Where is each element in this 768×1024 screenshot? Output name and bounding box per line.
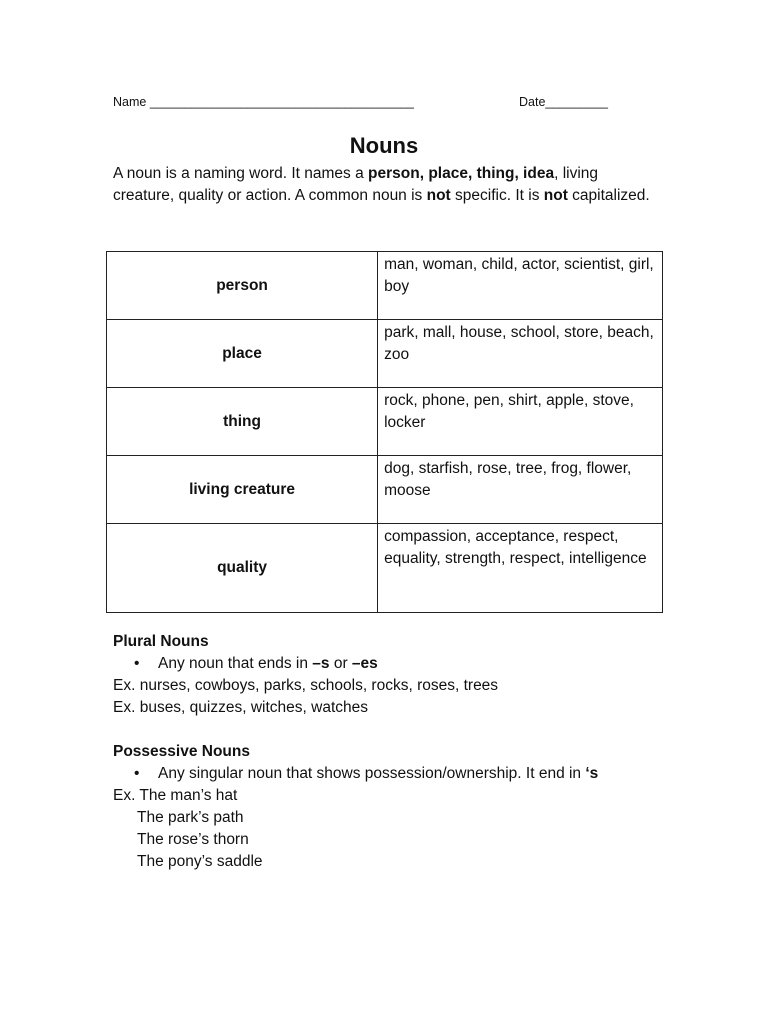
examples-cell: dog, starfish, rose, tree, frog, flower, moose xyxy=(378,456,663,524)
possessive-example: The park’s path xyxy=(137,809,244,826)
name-label: Name xyxy=(113,95,147,109)
examples-cell: rock, phone, pen, shirt, apple, stove, locker xyxy=(378,388,663,456)
plural-bullet xyxy=(113,653,498,675)
possessive-suffix: ‘s xyxy=(585,765,599,782)
page-title: Nouns xyxy=(349,133,419,158)
plural-example: Ex. nurses, cowboys, parks, schools, rocks, roses, trees xyxy=(113,677,499,694)
plural-example: Ex. buses, quizzes, witches, watches xyxy=(113,699,369,716)
table-row xyxy=(107,524,663,613)
possessive-bullet xyxy=(113,763,598,785)
intro-paragraph xyxy=(113,163,658,207)
category-cell: thing xyxy=(107,388,378,456)
date-field xyxy=(519,95,608,109)
intro-text-4: capitalized. xyxy=(567,187,650,204)
plural-bullet-text: Any noun that ends in xyxy=(158,655,313,672)
possessive-example: Ex. The man’s hat xyxy=(113,787,238,804)
possessive-heading: Possessive Nouns xyxy=(113,743,250,760)
intro-bold-3: not xyxy=(543,187,568,204)
plural-suffix-es: –es xyxy=(351,655,378,672)
date-blank: _________ xyxy=(545,95,608,109)
intro-bold-1: person, place, thing, idea xyxy=(368,165,555,182)
category-cell: person xyxy=(107,252,378,320)
examples-cell: man, woman, child, actor, scientist, girl, boy xyxy=(378,252,663,320)
intro-bold-2: not xyxy=(426,187,451,204)
plural-suffix-s: –s xyxy=(312,655,330,672)
table-row xyxy=(107,252,663,320)
name-blank: ______________________________________ xyxy=(149,95,415,109)
bullet-icon: • xyxy=(134,655,140,672)
possessive-nouns-section xyxy=(113,741,598,873)
possessive-example: The pony’s saddle xyxy=(137,853,263,870)
intro-text-1: A noun is a naming word. It names a xyxy=(113,165,369,182)
table-row xyxy=(107,320,663,388)
category-cell: quality xyxy=(107,524,378,613)
category-cell: place xyxy=(107,320,378,388)
plural-bullet-or: or xyxy=(329,655,352,672)
table-row xyxy=(107,456,663,524)
noun-examples-table xyxy=(106,251,663,613)
possessive-bullet-text: Any singular noun that shows possession/ownership. It end in xyxy=(158,765,586,782)
date-label: Date xyxy=(519,95,546,109)
examples-cell: compassion, acceptance, respect, equality, strength, respect, intelligence xyxy=(378,524,663,613)
intro-text-3: specific. It is xyxy=(450,187,544,204)
plural-nouns-section xyxy=(113,631,498,719)
category-cell: living creature xyxy=(107,456,378,524)
bullet-icon: • xyxy=(134,765,140,782)
intro-text-2: , living creature, quality or action. A common noun is xyxy=(113,165,599,204)
plural-heading: Plural Nouns xyxy=(113,633,209,650)
possessive-example: The rose’s thorn xyxy=(137,831,249,848)
table-row xyxy=(107,388,663,456)
examples-cell: park, mall, house, school, store, beach, zoo xyxy=(378,320,663,388)
name-field xyxy=(113,95,414,109)
